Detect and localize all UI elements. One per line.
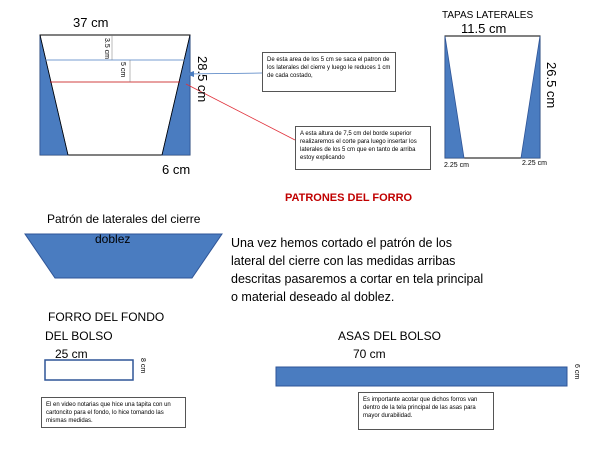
bottom-lining-pattern xyxy=(45,360,133,380)
note-zipper-area: De esta area de los 5 cm se saca el patron de los laterales del cierre y luego le reduces 1 cm de cada costado, xyxy=(262,52,396,92)
main-bottom-width: 6 cm xyxy=(162,162,191,177)
note-cut-height: A esta altura de 7,5 cm del borde superior realizaremos el corte para luego insertar los laterales de los 5 cm que en tanto de arriba estoy explicando xyxy=(295,126,431,170)
handles-pattern xyxy=(276,367,567,386)
bottom-lining-label-1: FORRO DEL FONDO xyxy=(48,310,165,324)
measure-3-5cm: 3.5 cm xyxy=(103,38,110,60)
zipper-pattern-fold: doblez xyxy=(95,232,131,246)
side-right-bottom: 2.25 cm xyxy=(522,160,547,167)
side-left-bottom: 2.25 cm xyxy=(444,162,469,169)
bottom-lining-label-2: DEL BOLSO xyxy=(45,329,113,343)
side-top-width: 11.5 cm xyxy=(461,21,507,36)
side-panel-right-gusset xyxy=(521,36,540,158)
main-height: 28.5 cm xyxy=(195,56,210,103)
note-handles-lining: Es importante acotar que dichos forros van dentro de la tela principal de las asas para mayor durabilidad. xyxy=(358,392,494,430)
side-panel-left-gusset xyxy=(445,36,464,158)
instruction-text: Una vez hemos cortado el patrón de los lateral del cierre con las medidas arribas descritas pasaremos a cortar en tela principal o material deseado al doblez. xyxy=(231,236,484,304)
bottom-lining-width: 25 cm xyxy=(55,347,88,361)
measure-5cm: 5 cm xyxy=(119,62,126,78)
bottom-lining-height: 8 cm xyxy=(139,358,146,374)
note-cardboard: El en video notarias que hice una tapita con un cartoncito para el fondo, lo hice tomando las mismas medidas. xyxy=(41,397,186,428)
zipper-pattern-label: Patrón de laterales del cierre xyxy=(47,212,201,226)
main-top-width: 37 cm xyxy=(73,15,109,30)
handles-width: 70 cm xyxy=(353,347,386,361)
handles-label: ASAS DEL BOLSO xyxy=(338,329,441,343)
side-panel-title: TAPAS LATERALES xyxy=(442,10,534,21)
side-height: 26.5 cm xyxy=(544,62,559,109)
handles-height: 6 cm xyxy=(573,364,580,380)
section-title: PATRONES DEL FORRO xyxy=(285,192,413,204)
